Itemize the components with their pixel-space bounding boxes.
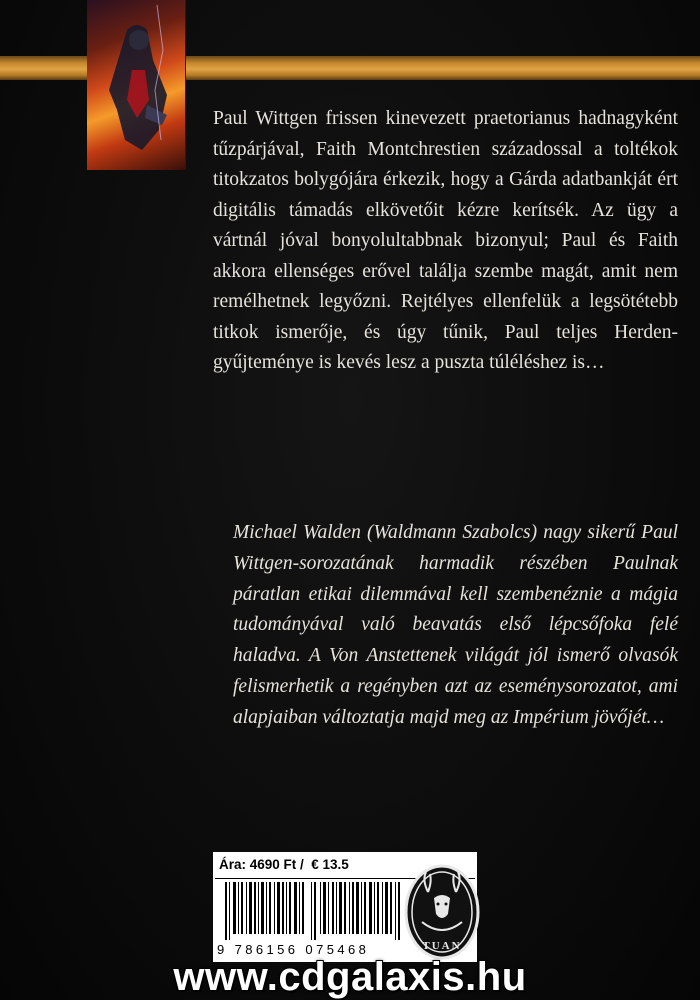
price-label: Ára: 4690 Ft / € 13.5 — [219, 857, 349, 872]
barcode-icon — [225, 882, 407, 940]
armored-figure-illustration — [87, 0, 185, 170]
isbn-number: 9 786156 075468 — [217, 942, 370, 957]
publisher-logo — [402, 862, 482, 962]
website-watermark: www.cdgalaxis.hu — [173, 955, 527, 999]
publisher-logo-text: TUAN — [422, 940, 462, 952]
cover-art-thumbnail — [87, 0, 186, 170]
author-note-text: Michael Walden (Waldmann Szabolcs) nagy sikerű Paul Wittgen-sorozatának harmadik részében Paulnak páratlan etikai dilemmával kell szembenéznie a mágia tudományával való beavatás első lépcsőfoka felé haladva. A Von Anstettenek világát jól ismerő olvasók felismerhetik a regényben azt az eseménysorozatot, ami alapjaiban változtatja majd meg az Impérium jövőjét… — [233, 522, 678, 728]
blurb-text: Paul Wittgen frissen kinevezett praetorianus hadnagyként tűzpárjával, Faith Montchrestien századossal a toltékok titokzatos bolygójára érkezik, hogy a Gárda adatbankját ért digitális támadás elkövetőit kézre kerítsék. Az ügy a vártnál jóval bonyolultabbnak bizonyul; Paul és Faith akkora ellenséges erővel találja szembe magát, amit nem remélhetnek legyőzni. Rejtélyes ellenfelük a legsötétebb titkok ismerője, és úgy tűnik, Paul teljes Herden-gyűjteménye is kevés lesz a puszta túléléshez is… — [213, 108, 678, 373]
